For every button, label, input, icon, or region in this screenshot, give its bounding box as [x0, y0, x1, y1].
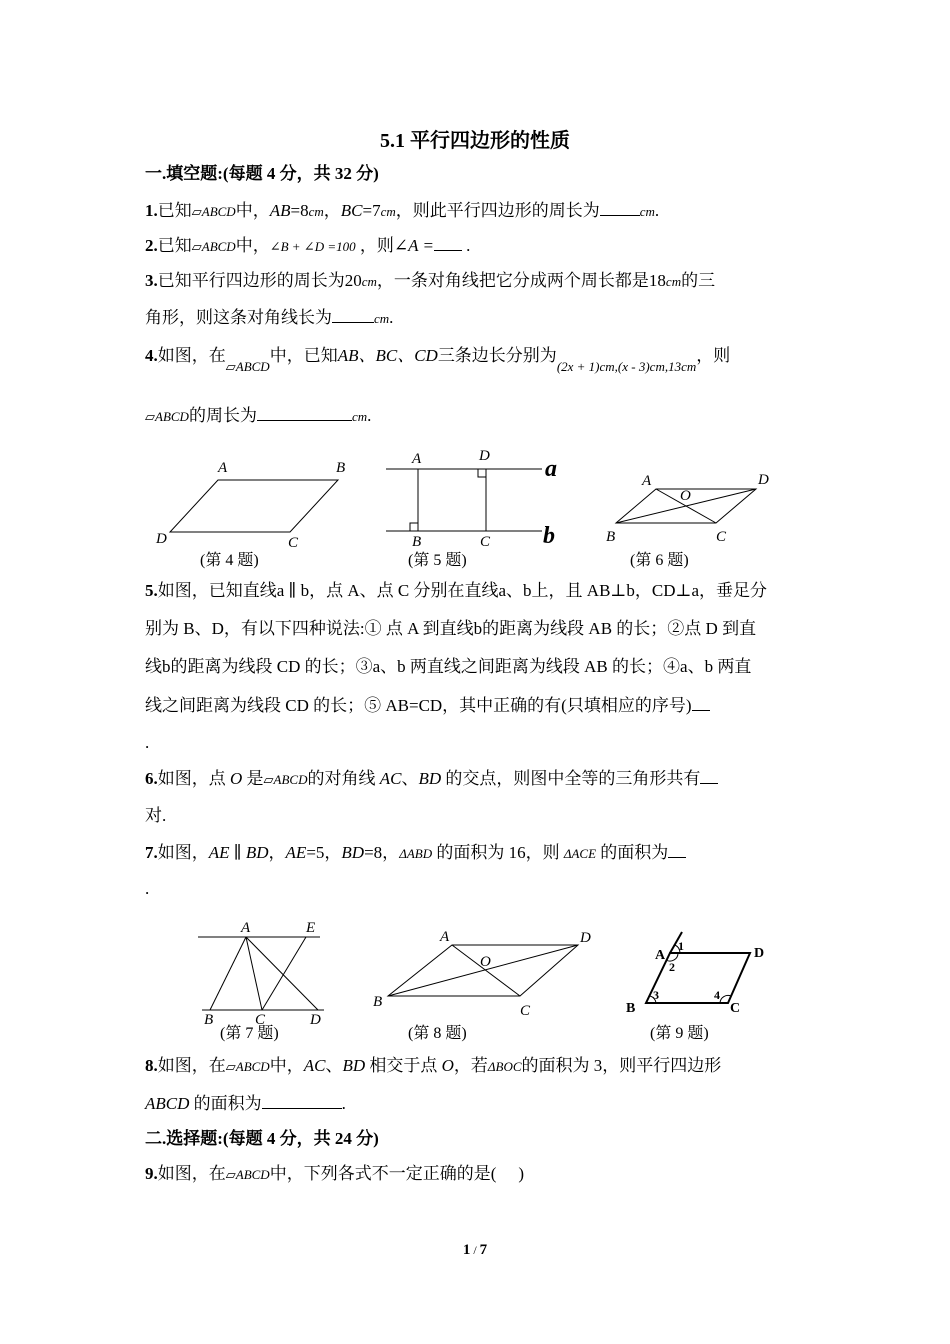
q3-text-d: .: [389, 308, 394, 327]
q6-ac: AC: [379, 769, 402, 788]
fig6-label-a: A: [642, 473, 652, 489]
fig8-label-d: D: [580, 930, 591, 946]
figure-9: [620, 928, 780, 1020]
fig7-label-d: D: [310, 1012, 321, 1028]
page-current: 1: [462, 1242, 471, 1258]
question-8-line-2: [145, 1092, 810, 1115]
section-choice: 二.选择题:(每题 4 分，共 24 分): [145, 1129, 379, 1148]
q3-text-line2: 角形，则这条对角线长为: [145, 308, 332, 327]
q2-text-d: .: [466, 236, 471, 255]
fig4-label-a: A: [218, 460, 228, 476]
q8-triangle-boc: ΔBOC: [487, 1059, 522, 1074]
fig9-label-a: A: [655, 948, 666, 963]
q2-angle-a: ∠A =: [393, 236, 434, 255]
q4-parallelogram: ▱ABCD: [225, 359, 270, 374]
q7-answer-blank[interactable]: [668, 841, 686, 858]
q4-sides: AB、BC、CD: [337, 346, 438, 365]
figure-7: [192, 918, 332, 1030]
fig5-right-angle-b: [410, 523, 418, 531]
q6-o: O: [230, 769, 243, 788]
q1-parallelogram: ▱ABCD: [191, 204, 236, 219]
q9-parallelogram: ▱ABCD: [225, 1167, 270, 1182]
q1-unit-1: cm: [308, 204, 324, 219]
q6-text: 如图，点: [157, 769, 230, 788]
q4-text-e: 的周长为: [188, 406, 257, 425]
q6-parallelogram: ▱ABCD: [263, 772, 308, 787]
q1-text-g: .: [654, 201, 660, 220]
question-2: [145, 234, 810, 258]
question-3-line-2: [145, 306, 810, 330]
fig8-label-o: O: [480, 954, 491, 970]
q7-text-c: =5，: [306, 843, 342, 862]
fig5-label-b: B: [412, 534, 422, 550]
fig8-label-c: C: [520, 1003, 531, 1019]
q5-text-line3: 线b的距离为线段 CD 的长；③a、b 两直线之间距离为线段 AB 的长；④a、b 两直: [145, 657, 752, 676]
fig6-label-c: C: [716, 529, 727, 545]
fig9-caption: (第 9 题): [650, 1025, 709, 1042]
q3-text-b: ，一条对角线把它分成两个周长都是: [376, 271, 649, 290]
q5-text-line5: .: [145, 733, 150, 752]
q8-text: 如图，在: [157, 1056, 226, 1075]
q7-text-d: =8，: [364, 843, 400, 862]
q3-unit-2: cm: [665, 274, 682, 289]
fig9-label-d: D: [754, 946, 765, 961]
q9-number: 9.: [145, 1164, 158, 1183]
fig9-angle-2: 2: [669, 960, 675, 974]
fig9-angle-4: 4: [714, 988, 720, 1002]
question-6-line-2: [145, 805, 810, 827]
question-8-line-1: [145, 1055, 810, 1078]
section-fill-in: 一.填空题:(每题 4 分，共 32 分): [145, 164, 379, 183]
q1-text-e: =7: [362, 201, 381, 220]
question-5-line-2: [145, 618, 810, 640]
q8-text-b: 中，: [269, 1056, 304, 1075]
page-total: 7: [479, 1242, 488, 1258]
fig9-angle-3: 3: [653, 988, 659, 1002]
q6-number: 6.: [145, 769, 158, 788]
question-4-line-2: [145, 404, 810, 428]
q1-text-f: ，则此平行四边形的周长为: [395, 201, 600, 220]
q1-unit-3: cm: [639, 204, 655, 219]
q4-text-b: 中，已知: [269, 346, 338, 365]
fig6-label-b: B: [606, 529, 616, 545]
fig6-label-d: D: [758, 472, 769, 488]
fig4-label-b: B: [336, 460, 346, 476]
fig5-label-a: A: [412, 451, 422, 467]
q3-text-c: 的三: [681, 271, 716, 290]
q8-bd: BD: [342, 1056, 366, 1075]
page-separator: /: [470, 1243, 480, 1257]
question-7-line-1: [145, 841, 810, 865]
fig8-label-b: B: [373, 994, 383, 1010]
q6-text-d: 、: [401, 769, 419, 788]
question-1: [145, 199, 810, 223]
q1-ab: AB: [269, 201, 291, 220]
q6-bd: BD: [418, 769, 442, 788]
question-3-line-1: [145, 270, 810, 293]
q6-text-c: 的对角线: [307, 769, 380, 788]
fig7-label-e: E: [306, 920, 316, 936]
fig5-label-c: C: [480, 534, 491, 550]
fig9-angle-1: 1: [678, 939, 684, 953]
page-title: 5.1 平行四边形的性质: [380, 130, 570, 152]
q9-text-c: ): [518, 1164, 525, 1183]
q5-text-line1: 如图，已知直线a ∥ b，点 A、点 C 分别在直线a、b上，且 AB⊥b，CD⊥a，垂足分: [157, 581, 768, 600]
fig7-segment-ab: [210, 937, 246, 1010]
fig8-diagonal-ac: [452, 945, 520, 996]
question-6-line-1: [145, 767, 810, 791]
q7-ae-parallel-bd: AE ∥ BD: [208, 843, 269, 862]
fig7-segment-ce: [262, 937, 306, 1010]
fig7-label-a: A: [241, 920, 251, 936]
q7-ae: AE: [285, 843, 307, 862]
q3-text: 已知平行四边形的周长为: [157, 271, 345, 290]
q8-ac: AC: [303, 1056, 326, 1075]
question-7-line-2: [145, 878, 810, 900]
q8-text-f: 的面积为 3，则平行四边形: [521, 1056, 722, 1075]
q1-text-b: 中，: [235, 201, 270, 220]
fig4-caption: (第 4 题): [200, 552, 259, 569]
fig9-label-b: B: [626, 1001, 636, 1016]
q4-number: 4.: [145, 346, 158, 365]
fig5-label-d: D: [479, 448, 490, 464]
q8-o: O: [441, 1056, 454, 1075]
q3-answer-blank[interactable]: [332, 306, 374, 323]
fig4-label-c: C: [288, 535, 299, 550]
q9-text-b: 中，下列各式不一定正确的是(: [269, 1164, 497, 1183]
q8-abcd: ABCD: [145, 1094, 190, 1113]
question-5-line-5: [145, 732, 810, 754]
q7-bd: BD: [341, 843, 365, 862]
q3-value-1: 20: [344, 271, 362, 290]
q2-number: 2.: [145, 236, 158, 255]
q8-parallelogram: ▱ABCD: [225, 1059, 270, 1074]
q7-number: 7.: [145, 843, 158, 862]
q2-text-c: ，则: [359, 236, 394, 255]
q7-text: 如图，: [157, 843, 209, 862]
q6-text-b: 是: [242, 769, 264, 788]
q5-text-line4: 线之间距离为线段 CD 的长；⑤ AB=CD，其中正确的有(只填相应的序号): [145, 696, 692, 715]
fig7-label-c: C: [255, 1012, 266, 1028]
q4-text-c: 三条边长分别为: [437, 346, 557, 365]
q1-number: 1.: [145, 201, 158, 220]
q4-text: 如图，在: [157, 346, 226, 365]
q7-triangle-abd: ΔABD: [399, 846, 433, 861]
q6-text-line2: 对.: [145, 806, 167, 825]
q2-parallelogram: ▱ABCD: [191, 239, 236, 254]
q3-number: 3.: [145, 271, 158, 290]
question-4-line-1: [145, 345, 810, 374]
q3-value-2: 18: [648, 271, 666, 290]
q4-text-f: .: [367, 406, 372, 425]
q1-answer-blank[interactable]: [600, 199, 640, 216]
fig5-label-line-a: a: [545, 456, 557, 482]
fig5-label-line-b: b: [543, 523, 555, 549]
question-9: [145, 1163, 810, 1186]
fig4-parallelogram: [170, 480, 338, 532]
q2-expression: ∠B + ∠D =100: [269, 239, 356, 254]
q4-text-d: ，则: [696, 346, 731, 365]
q8-text-h: .: [341, 1094, 346, 1113]
fig8-caption: (第 8 题): [408, 1025, 467, 1042]
q2-text-b: 中，: [235, 236, 270, 255]
fig7-caption: (第 7 题): [220, 1025, 279, 1042]
question-5-line-1: [145, 580, 810, 602]
q5-answer-blank[interactable]: [692, 694, 710, 711]
q8-text-d: 相交于点: [365, 1056, 442, 1075]
q6-answer-blank[interactable]: [700, 767, 718, 784]
q1-bc: BC: [340, 201, 363, 220]
fig4-label-d: D: [156, 531, 167, 547]
q4-unit: cm: [351, 409, 368, 424]
q2-text: 已知: [157, 236, 192, 255]
figure-5: [380, 445, 580, 550]
q2-answer-blank[interactable]: [434, 234, 462, 251]
q8-number: 8.: [145, 1056, 158, 1075]
q4-answer-blank[interactable]: [257, 404, 352, 421]
q7-text-f: 的面积为: [596, 843, 669, 862]
q8-answer-blank[interactable]: [262, 1092, 342, 1109]
q4-parallelogram-2: ▱ABCD: [145, 409, 189, 424]
figure-6: [600, 465, 785, 550]
fig6-label-o: O: [680, 488, 691, 504]
q5-number: 5.: [145, 581, 158, 600]
q1-text: 已知: [157, 201, 192, 220]
fig8-label-a: A: [440, 929, 450, 945]
q8-text-g: 的面积为: [189, 1094, 262, 1113]
q7-text-e: 的面积为 16，则: [432, 843, 564, 862]
question-5-line-4: [145, 694, 810, 717]
q8-text-c: 、: [325, 1056, 343, 1075]
fig7-segment-ad: [246, 937, 318, 1010]
q7-text-b: ，: [268, 843, 286, 862]
page-number: [0, 1242, 950, 1259]
question-5-line-3: [145, 656, 810, 678]
q7-triangle-ace: ΔACE: [563, 846, 597, 861]
q1-unit-2: cm: [380, 204, 396, 219]
q1-text-c: =8: [290, 201, 309, 220]
q6-text-e: 的交点，则图中全等的三角形共有: [441, 769, 701, 788]
q3-unit-3: cm: [374, 311, 390, 326]
fig6-caption: (第 6 题): [630, 552, 689, 569]
fig5-caption: (第 5 题): [408, 552, 467, 569]
q5-text-line2: 别为 B、D，有以下四种说法:① 点 A 到直线b的距离为线段 AB 的长；②点 D 到直: [145, 619, 757, 638]
figure-8: [368, 922, 598, 1022]
q9-text: 如图，在: [157, 1164, 226, 1183]
fig7-label-b: B: [204, 1012, 214, 1028]
fig9-label-c: C: [730, 1001, 741, 1016]
fig5-right-angle-d: [478, 469, 486, 477]
q4-expression: (2x + 1)cm,(x - 3)cm,13cm: [556, 359, 697, 374]
q8-text-e: ，若: [453, 1056, 488, 1075]
q7-text-line2: .: [145, 879, 150, 898]
figure-4: [150, 450, 365, 550]
q3-unit-1: cm: [361, 274, 377, 289]
q1-text-d: ，: [323, 201, 341, 220]
fig7-segment-ac: [246, 937, 262, 1010]
